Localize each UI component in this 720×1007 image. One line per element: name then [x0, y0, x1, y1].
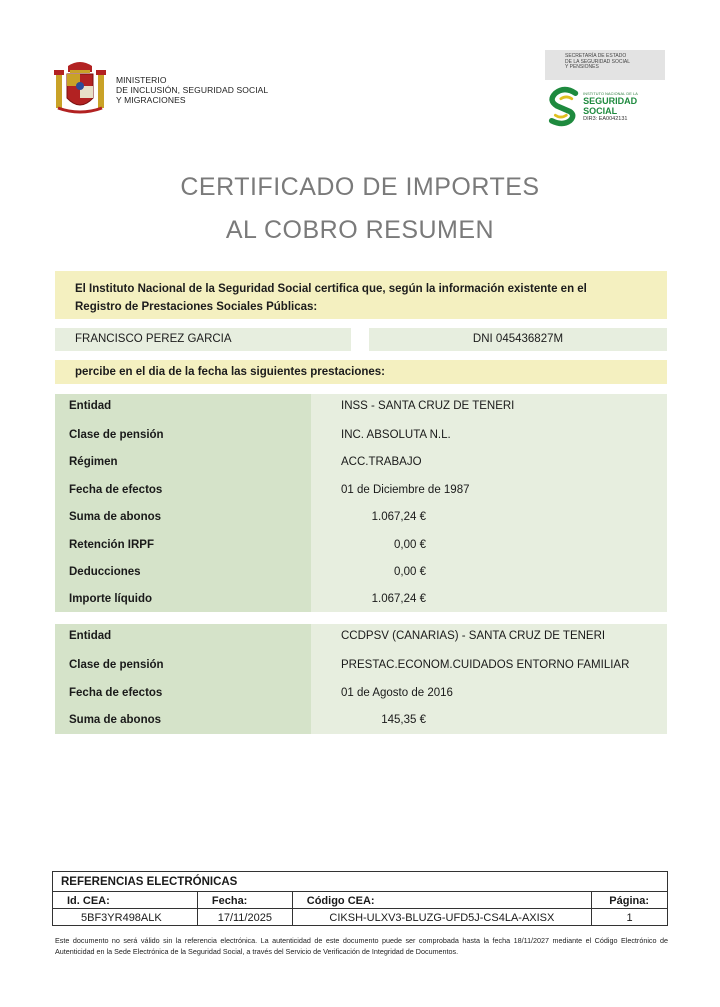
- benefit-block: [55, 624, 667, 734]
- ministry-line: MINISTERIO: [116, 75, 167, 85]
- benefit-value: 01 de Agosto de 2016: [341, 687, 453, 699]
- benefit-label: Importe líquido: [69, 593, 153, 605]
- benefit-label: Suma de abonos: [69, 714, 162, 726]
- seguridad-social-logo-icon: [548, 86, 579, 128]
- intro-band: [55, 271, 667, 319]
- benefit-label: Fecha de efectos: [69, 687, 163, 699]
- coat-of-arms-icon: [52, 60, 108, 120]
- person-name: FRANCISCO PEREZ GARCIA: [55, 328, 351, 351]
- inss-small-label: INSTITUTO NACIONAL DE LA: [583, 92, 638, 96]
- intro-line: Registro de Prestaciones Sociales Públicas:: [75, 301, 318, 313]
- benefit-row: [55, 400, 667, 427]
- benefit-value: INSS - SANTA CRUZ DE TENERI: [341, 400, 515, 412]
- benefit-row: [55, 687, 667, 714]
- document-title-line-2: AL COBRO RESUMEN: [225, 216, 495, 244]
- col-header-fecha: Fecha:: [197, 892, 292, 909]
- benefit-label: Clase de pensión: [69, 659, 164, 671]
- benefit-row: [55, 566, 667, 593]
- col-header-pagina: Página:: [592, 892, 668, 909]
- benefit-amount: 1.067,24 €: [371, 593, 426, 605]
- validity-footnote: Este documento no será válido sin la referencia electrónica. La autenticidad de este documento puede ser comprobada hasta la fecha 18/11/2027 mediante el Código Electrónico de Autenticidad en la Sede Electrónica de la Seguridad Social, a través del Servicio de Verificación de Integridad de Documentos.: [55, 936, 668, 956]
- benefit-label: Retención IRPF: [69, 539, 154, 551]
- benefit-amount: 0,00 €: [394, 566, 426, 578]
- ministry-name: [116, 75, 268, 105]
- inss-name: SEGURIDAD SOCIAL: [583, 96, 638, 116]
- document-title-line-1: CERTIFICADO DE IMPORTES: [180, 173, 540, 201]
- benefit-amount: 0,00 €: [394, 539, 426, 551]
- benefit-label: Suma de abonos: [69, 511, 162, 523]
- ministry-line: DE INCLUSIÓN, SEGURIDAD SOCIAL: [116, 85, 269, 95]
- fecha-value: 17/11/2025: [197, 909, 292, 926]
- id-cea-value: 5BF3YR498ALK: [53, 909, 198, 926]
- secretaria-box: [545, 50, 665, 80]
- benefit-row: [55, 484, 667, 511]
- benefit-row: [55, 429, 667, 456]
- intro-line: El Instituto Nacional de la Seguridad Social certifica que, según la información existente en el: [75, 283, 587, 295]
- benefit-value: INC. ABSOLUTA N.L.: [341, 429, 451, 441]
- codigo-cea-value: CIKSH-ULXV3-BLUZG-UFD5J-CS4LA-AXISX: [292, 909, 591, 926]
- benefit-value: PRESTAC.ECONOM.CUIDADOS ENTORNO FAMILIAR: [341, 659, 630, 671]
- benefit-label: Deducciones: [69, 566, 141, 578]
- references-heading: REFERENCIAS ELECTRÓNICAS: [53, 872, 668, 892]
- person-dni: DNI 045436827M: [369, 328, 667, 351]
- ministry-line: Y MIGRACIONES: [116, 95, 186, 105]
- inss-dir3: DIR3: EA0042131: [583, 116, 628, 122]
- electronic-references-table: [52, 871, 668, 926]
- benefit-row: [55, 714, 667, 741]
- benefit-label: Régimen: [69, 456, 118, 468]
- benefit-value: CCDPSV (CANARIAS) - SANTA CRUZ DE TENERI: [341, 630, 606, 642]
- benefit-label: Clase de pensión: [69, 429, 164, 441]
- benefit-row: [55, 456, 667, 483]
- percibe-band: percibe en el dia de la fecha las siguientes prestaciones:: [55, 360, 667, 384]
- benefit-row: [55, 511, 667, 538]
- inss-logo: [548, 84, 666, 130]
- benefit-row: [55, 630, 667, 657]
- secretaria-line: Y PENSIONES: [565, 64, 599, 71]
- benefit-value: ACC.TRABAJO: [341, 456, 422, 468]
- benefit-amount: 145,35 €: [381, 714, 426, 726]
- pagina-value: 1: [592, 909, 668, 926]
- benefit-amount: 1.067,24 €: [371, 511, 426, 523]
- benefit-label: Entidad: [69, 630, 112, 642]
- benefit-row: [55, 593, 667, 620]
- benefit-row: [55, 539, 667, 566]
- benefit-value: 01 de Diciembre de 1987: [341, 484, 470, 496]
- col-header-id: Id. CEA:: [53, 892, 198, 909]
- benefit-block: [55, 394, 667, 612]
- benefit-label: Fecha de efectos: [69, 484, 163, 496]
- ministry-header: [52, 60, 268, 120]
- benefit-label: Entidad: [69, 400, 112, 412]
- secretaria-line: DE LA SEGURIDAD SOCIAL: [565, 58, 631, 65]
- secretaria-line: SECRETARÍA DE ESTADO: [565, 53, 627, 59]
- benefit-row: [55, 659, 667, 686]
- col-header-codigo: Código CEA:: [292, 892, 591, 909]
